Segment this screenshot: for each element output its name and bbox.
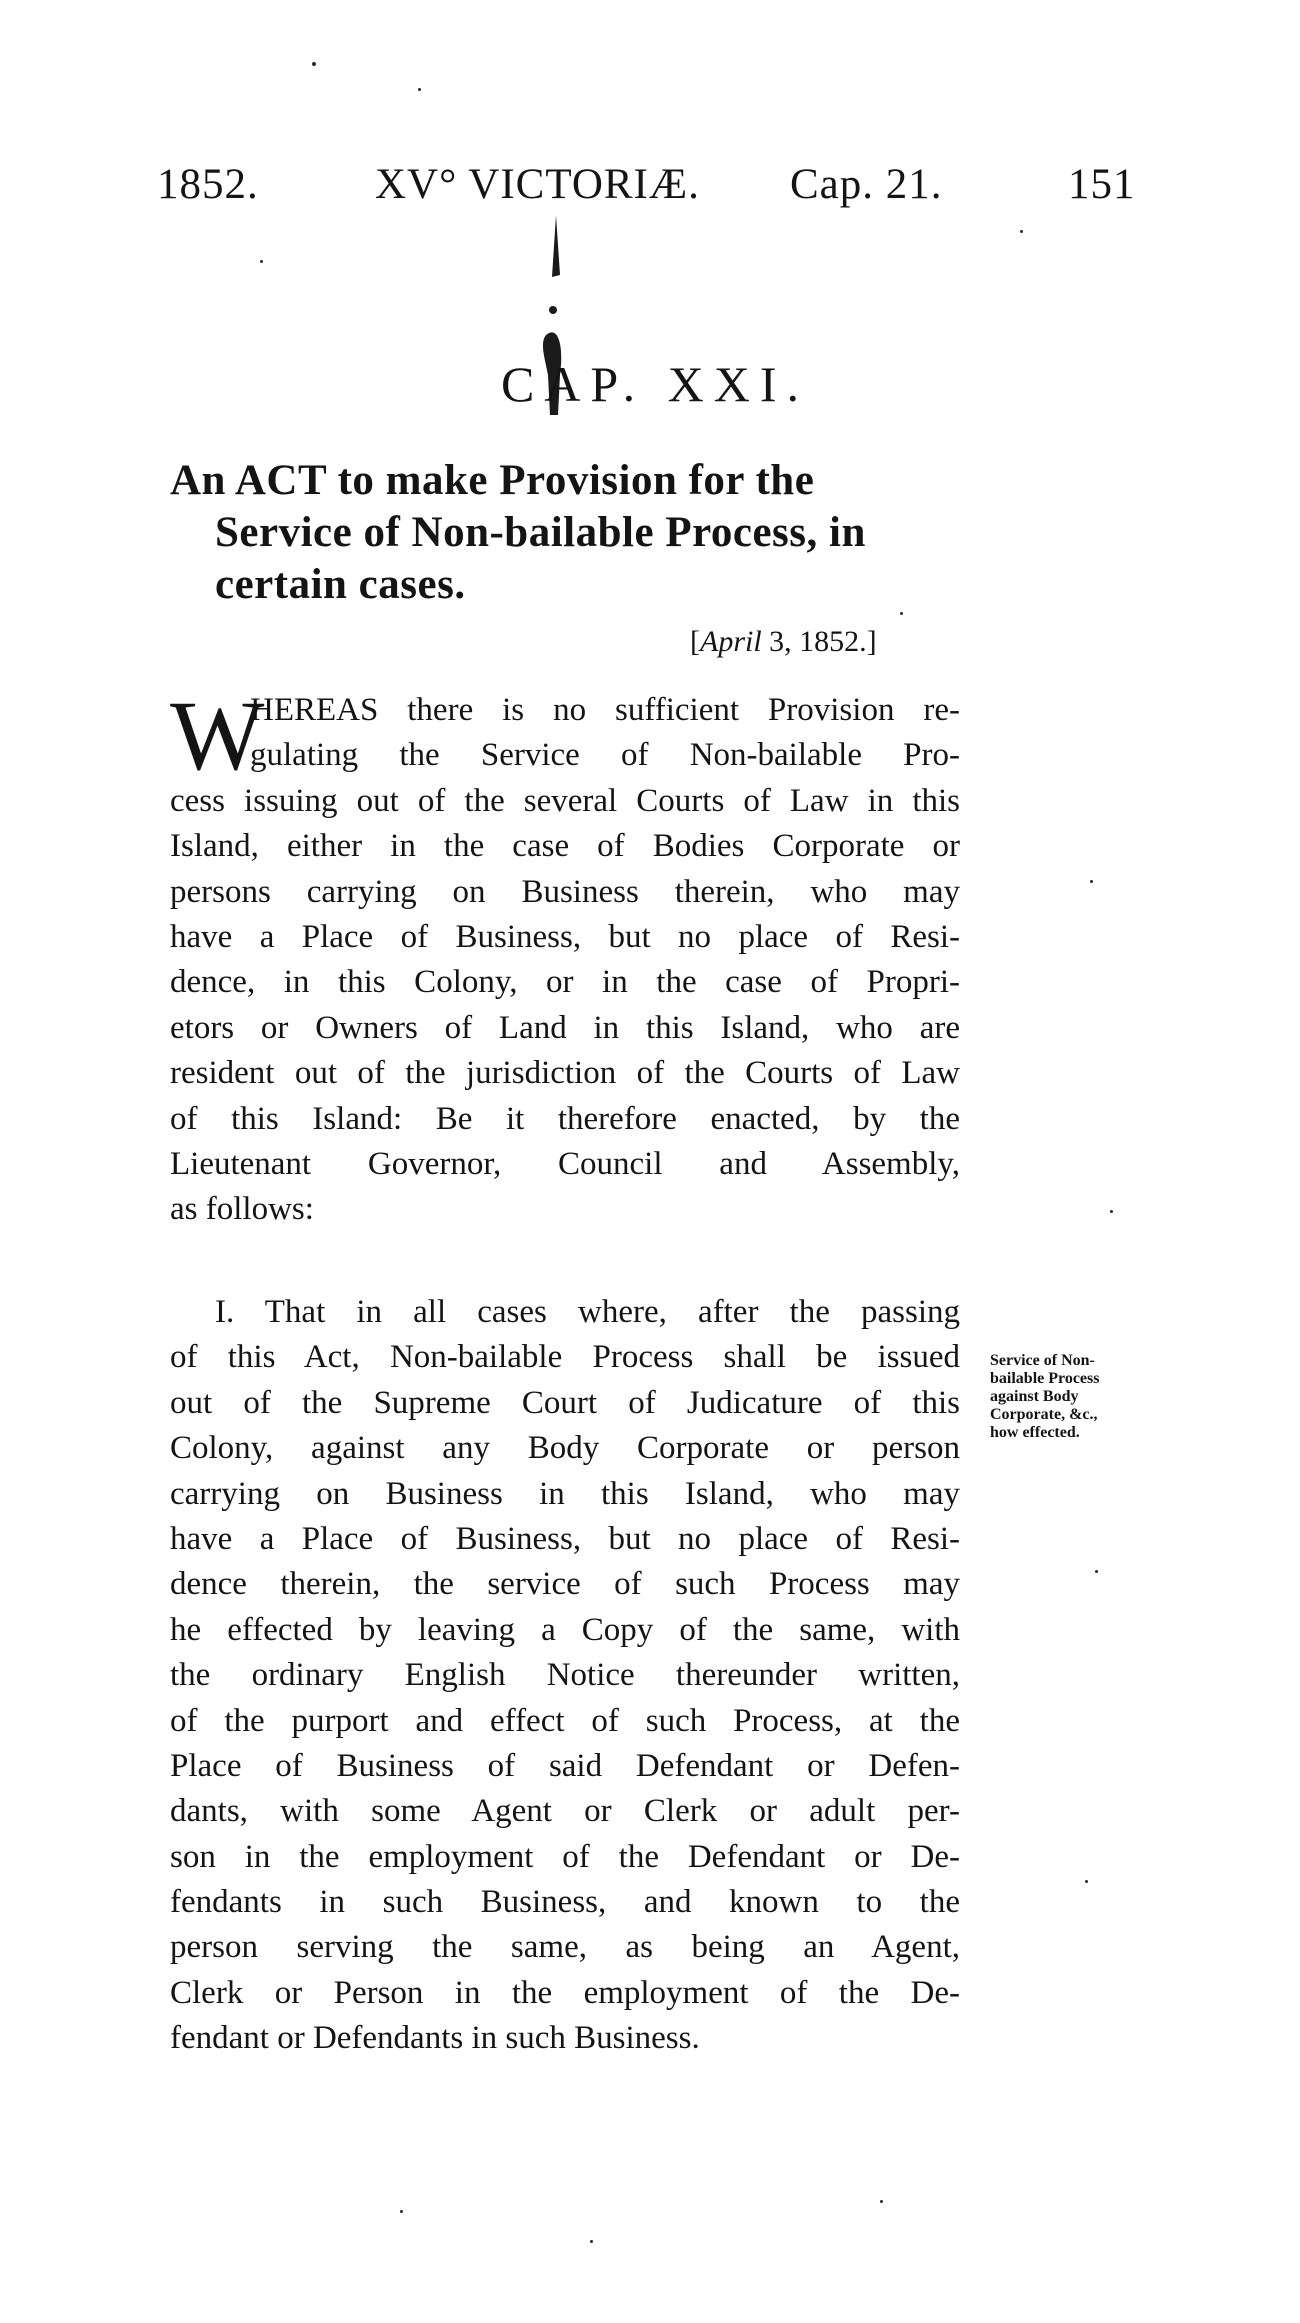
date-open-bracket: [ bbox=[690, 625, 700, 658]
scan-speck bbox=[1095, 1570, 1098, 1573]
section-line: person serving the same, as being an Agent, bbox=[170, 1929, 960, 1966]
section-line: Colony, against any Body Corporate or person bbox=[170, 1430, 960, 1467]
page-number: 151 bbox=[1068, 161, 1136, 208]
section-line: fendant or Defendants in such Business. bbox=[170, 2020, 700, 2057]
marginal-note-line: against Body bbox=[990, 1388, 1079, 1405]
act-date bbox=[690, 625, 877, 659]
act-title-line: Service of Non-bailable Process, in bbox=[215, 509, 866, 556]
date-month: April bbox=[700, 625, 762, 658]
section-line: he effected by leaving a Copy of the same, with bbox=[170, 1611, 960, 1648]
marginal-note-line: how effected. bbox=[990, 1424, 1080, 1441]
section-line: carrying on Business in this Island, who may bbox=[170, 1475, 960, 1512]
preamble-line: Lieutenant Governor, Council and Assembly, bbox=[170, 1145, 960, 1182]
date-rest: 3, 1852.] bbox=[761, 625, 877, 658]
running-head-chapter: Cap. 21. bbox=[790, 161, 943, 208]
section-line: dence therein, the service of such Process may bbox=[170, 1566, 960, 1603]
act-title-line: An ACT to make Provision for the bbox=[170, 457, 815, 504]
section-line: have a Place of Business, but no place of Resi- bbox=[170, 1520, 960, 1557]
act-title-line: certain cases. bbox=[215, 561, 466, 608]
section-1 bbox=[170, 1290, 960, 2062]
marginal-note bbox=[990, 1352, 1160, 1442]
running-head bbox=[0, 160, 1300, 220]
scan-speck bbox=[880, 2200, 883, 2203]
section-line: dants, with some Agent or Clerk or adult per- bbox=[170, 1793, 960, 1830]
scan-speck bbox=[1020, 230, 1023, 233]
preamble-line: gulating the Service of Non-bailable Pro- bbox=[250, 737, 960, 774]
act-title bbox=[170, 455, 960, 611]
section-line: Clerk or Person in the employment of the De- bbox=[170, 1974, 960, 2011]
scan-speck bbox=[260, 260, 263, 263]
marginal-note-line: bailable Process bbox=[990, 1370, 1100, 1387]
section-line: the ordinary English Notice thereunder written, bbox=[170, 1657, 960, 1694]
section-line: Place of Business of said Defendant or Defen- bbox=[170, 1747, 960, 1784]
preamble-line: Island, either in the case of Bodies Corporate or bbox=[170, 828, 960, 865]
chapter-heading: CAP. XXI. bbox=[500, 356, 810, 412]
scan-speck bbox=[418, 88, 421, 91]
marginal-note-line: Corporate, &c., bbox=[990, 1406, 1098, 1423]
preamble-line: dence, in this Colony, or in the case of Propri- bbox=[170, 964, 960, 1001]
scan-speck bbox=[1090, 880, 1093, 883]
preamble bbox=[170, 680, 960, 1233]
running-head-year: 1852. bbox=[157, 161, 259, 208]
preamble-line: HEREAS there is no sufficient Provision re- bbox=[250, 692, 960, 728]
scan-speck bbox=[1110, 1210, 1113, 1213]
preamble-line: have a Place of Business, but no place of Resi- bbox=[170, 918, 960, 955]
section-line: out of the Supreme Court of Judicature of this bbox=[170, 1384, 960, 1421]
section-line: I. That in all cases where, after the passing bbox=[215, 1294, 960, 1330]
scan-speck bbox=[312, 62, 316, 66]
scan-speck bbox=[400, 2210, 403, 2213]
section-line: fendants in such Business, and known to the bbox=[170, 1884, 960, 1921]
scan-speck bbox=[590, 2240, 593, 2243]
scan-speck bbox=[900, 612, 903, 615]
section-line: son in the employment of the Defendant or De- bbox=[170, 1838, 960, 1875]
preamble-line: cess issuing out of the several Courts of Law in this bbox=[170, 782, 960, 819]
running-head-reign: XV° VICTORIÆ. bbox=[375, 161, 700, 208]
scan-speck bbox=[1085, 1880, 1088, 1883]
preamble-line: persons carrying on Business therein, who may bbox=[170, 873, 960, 910]
preamble-line: as follows: bbox=[170, 1191, 314, 1228]
preamble-line: etors or Owners of Land in this Island, who are bbox=[170, 1009, 960, 1046]
section-line: of the purport and effect of such Process, at the bbox=[170, 1702, 960, 1739]
drop-cap: W bbox=[170, 680, 265, 791]
marginal-note-line: Service of Non- bbox=[990, 1352, 1095, 1369]
section-line: of this Act, Non-bailable Process shall be issued bbox=[170, 1339, 960, 1376]
preamble-line: of this Island: Be it therefore enacted, by the bbox=[170, 1100, 960, 1137]
preamble-line: resident out of the jurisdiction of the Courts of Law bbox=[170, 1055, 960, 1092]
